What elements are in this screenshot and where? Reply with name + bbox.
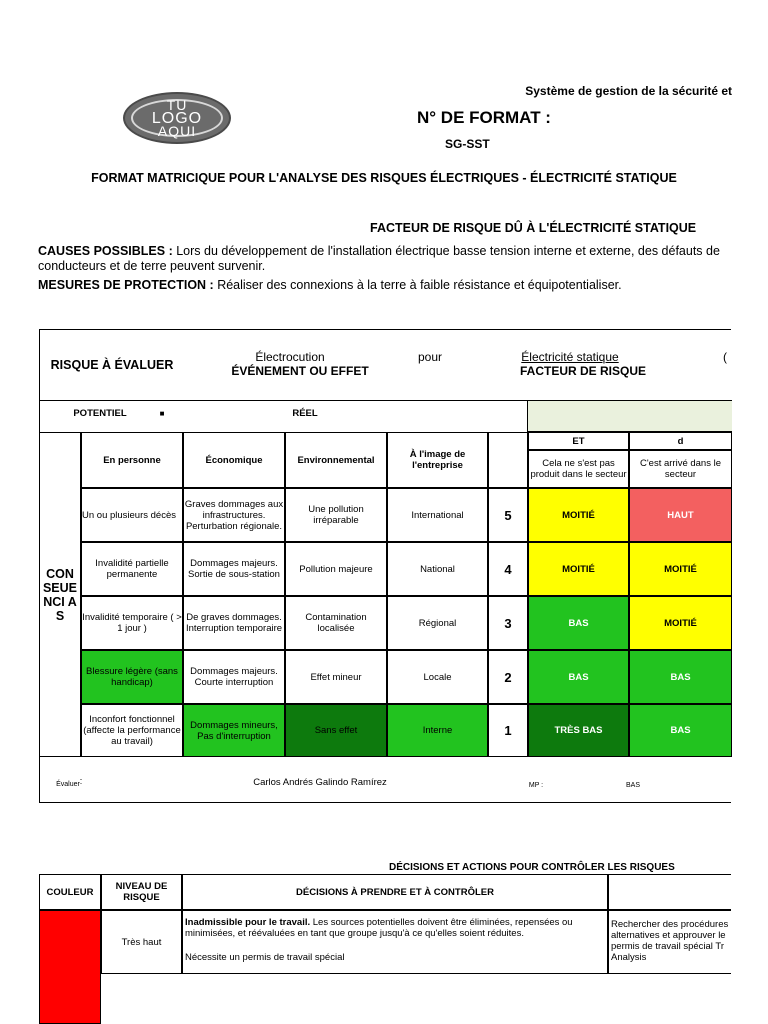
row1-d-risk: BAS — [629, 704, 732, 757]
color-swatch-red — [39, 910, 101, 1024]
col-extra — [608, 874, 731, 910]
col-color: COULEUR — [39, 874, 101, 910]
format-code: SG-SST — [445, 137, 490, 151]
logo-text-2: LOGO — [151, 109, 203, 127]
row1-environment: Sans effet — [285, 704, 387, 757]
col-header-economic: Économique — [183, 432, 285, 488]
col-header-person: En personne — [81, 432, 183, 488]
row3-person: Invalidité temporaire ( > 1 jour ) — [81, 596, 183, 650]
row2-environment: Effet mineur — [285, 650, 387, 704]
col-decisions: DÉCISIONS À PRENDRE ET À CONTRÔLER — [182, 874, 608, 910]
row5-d-risk: HAUT — [629, 488, 732, 542]
row1-person: Inconfort fonctionnel (affecte la performance au travail) — [81, 704, 183, 757]
row4-d-risk: MOITIÉ — [629, 542, 732, 596]
row4-image: National — [387, 542, 488, 596]
row3-et-risk: BAS — [528, 596, 629, 650]
measures-text: Réaliser des connexions à la terre à faible résistance et équipotentialiser. — [213, 278, 622, 292]
decision-body: Les sources potentielles doivent être éliminées, repensées ou minimisées, et réévaluées en tant que groupe jusqu'à ce qu'elles soient réduites. — [185, 917, 573, 939]
decisions-table — [39, 874, 731, 1024]
event-label: ÉVÉNEMENT OU EFFET — [231, 363, 369, 378]
causes-text: Lors du développement de l'installation électrique basse tension interne et externe, des défauts de conducteurs et de terre peuvent survenir. — [38, 244, 720, 273]
logo-text-3: AQUI — [157, 122, 197, 139]
row2-et-risk: BAS — [528, 650, 629, 704]
causes-paragraph — [38, 244, 738, 274]
company-logo — [123, 92, 231, 144]
row2-person: Blessure légère (sans handicap) — [81, 650, 183, 704]
row5-economic: Graves dommages aux infrastructures. Perturbation régionale. — [183, 488, 285, 542]
row5-image: International — [387, 488, 488, 542]
row3-level: 3 — [488, 596, 528, 650]
row5-et-risk: MOITIÉ — [528, 488, 629, 542]
bullet-square: ■ — [159, 408, 165, 418]
open-paren: ( — [723, 349, 727, 364]
row4-level: 4 — [488, 542, 528, 596]
prob-letter-d: d — [629, 432, 732, 450]
logo-text-1: TU — [166, 96, 188, 113]
system-name: Système de gestion de la sécurité et — [525, 84, 732, 98]
row4-environment: Pollution majeure — [285, 542, 387, 596]
row1-level: 1 — [488, 704, 528, 757]
row3-d-risk: MOITIÉ — [629, 596, 732, 650]
row3-image: Régional — [387, 596, 488, 650]
col-risk-level: NIVEAU DE RISQUE — [101, 874, 182, 910]
row2-d-risk: BAS — [629, 650, 732, 704]
document-title: FORMAT MATRICIQUE POUR L'ANALYSE DES RISQUES ÉLECTRIQUES - ÉLECTRICITÉ STATIQUE — [91, 171, 677, 185]
risk-matrix — [39, 329, 731, 803]
probability-header-area — [527, 400, 732, 432]
event-value: Électrocution — [255, 349, 325, 364]
col-header-environment: Environnemental — [285, 432, 387, 488]
consequences-label: CON SEUE NCI AS — [40, 432, 81, 757]
row3-environment: Contamination localisée — [285, 596, 387, 650]
row3-economic: De graves dommages. Interruption temporaire — [183, 596, 285, 650]
level-very-high: Très haut — [101, 910, 182, 974]
decisions-title: DÉCISIONS ET ACTIONS POUR CONTRÔLER LES RISQUES — [389, 862, 675, 873]
evaluate-label: Évaluer — [56, 780, 80, 788]
row4-economic: Dommages majeurs. Sortie de sous-station — [183, 542, 285, 596]
decision-permit: Nécessite un permis de travail spécial — [185, 952, 345, 963]
causes-label: CAUSES POSSIBLES : — [38, 244, 173, 258]
row2-image: Locale — [387, 650, 488, 704]
col-header-level — [488, 432, 528, 488]
row2-economic: Dommages majeurs. Courte interruption — [183, 650, 285, 704]
real-label: RÉEL — [292, 407, 318, 419]
col-header-image: À l'image de l'entreprise — [387, 432, 488, 488]
measures-label: MESURES DE PROTECTION : — [38, 278, 214, 292]
measures-paragraph — [38, 278, 738, 293]
potential-label: POTENTIEL — [73, 407, 127, 419]
row1-et-risk: TRÈS BAS — [528, 704, 629, 757]
mp-result: BAS — [625, 781, 640, 789]
evaluator-name: Carlos Andrés Galindo Ramírez — [253, 776, 387, 788]
row4-et-risk: MOITIÉ — [528, 542, 629, 596]
prob-letter-et: ET — [528, 432, 629, 450]
format-number-label: N° DE FORMAT : — [417, 108, 551, 127]
prob-desc-et: Cela ne s'est pas produit dans le secteur — [528, 450, 629, 488]
pour-label: pour — [417, 349, 443, 364]
factor-value: Électricité statique — [521, 349, 619, 364]
factor-label: FACTEUR DE RISQUE — [519, 363, 646, 378]
row2-level: 2 — [488, 650, 528, 704]
mp-label: MP : — [528, 781, 544, 789]
risk-factor-title: FACTEUR DE RISQUE DÛ À L'ÉLECTRICITÉ STATIQUE — [370, 221, 697, 235]
row4-person: Invalidité partielle permanente — [81, 542, 183, 596]
row1-image: Interne — [387, 704, 488, 757]
decision-extra: Rechercher des procédures alternatives et approuver le permis de travail spécial Tr Analysis — [608, 910, 731, 974]
row5-level: 5 — [488, 488, 528, 542]
row5-environment: Une pollution irréparable — [285, 488, 387, 542]
row5-person: Un ou plusieurs décès — [81, 488, 183, 542]
evaluate-colon: : — [79, 775, 83, 786]
row1-economic: Dommages mineurs, Pas d'interruption — [183, 704, 285, 757]
decision-text — [182, 910, 608, 974]
risk-to-evaluate-label: RISQUE À ÉVALUER — [50, 357, 174, 372]
decision-bold: Inadmissible pour le travail. — [185, 917, 311, 928]
prob-desc-d: C'est arrivé dans le secteur — [629, 450, 732, 488]
